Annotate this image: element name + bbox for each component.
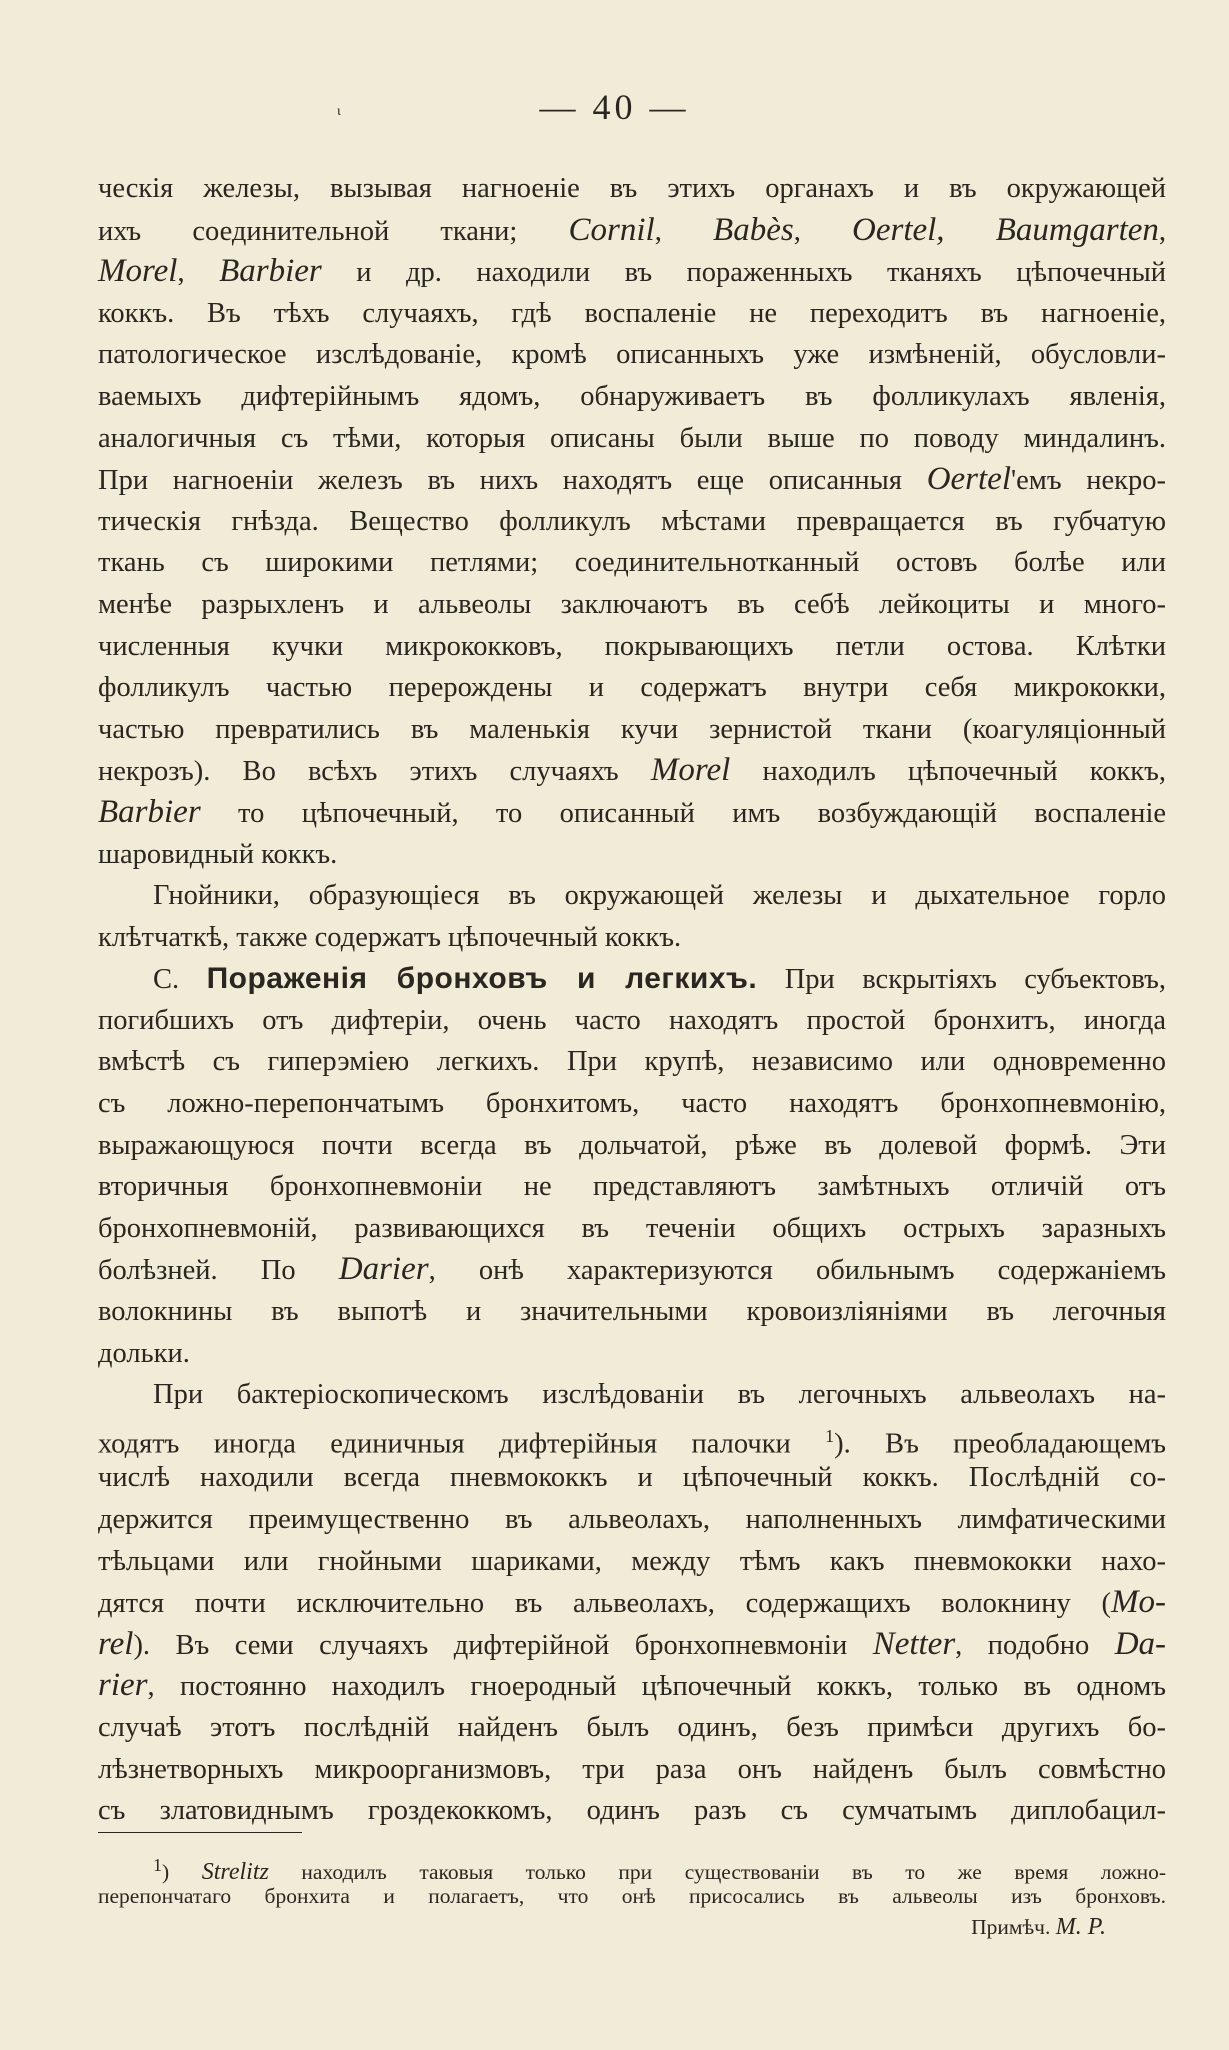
text-line [98, 709, 1166, 751]
text-line [98, 1208, 1166, 1250]
text-line [98, 1541, 1166, 1583]
footnote-divider [98, 1832, 302, 1833]
text-fragment: выражающуюся почти всегда въ дольчатой, рѣже въ долевой формѣ. Эти [98, 1129, 1166, 1161]
text-fragment: ) [162, 1860, 170, 1885]
text-fragment: ). Въ преобладающемъ [834, 1428, 1166, 1460]
text-fragment: перепончатаго бронхита и полагаетъ, что онѣ присосались въ альвеолы изъ бронховъ. [98, 1884, 1166, 1908]
text-line [98, 1457, 1166, 1499]
footnote-signature [98, 1912, 1166, 1943]
text-fragment: , [1158, 215, 1167, 247]
text-fragment: , [654, 215, 662, 247]
section-heading: Пораженія бронховъ и легкихъ. [206, 962, 758, 996]
author-name: Strelitz [201, 1859, 269, 1886]
text-fragment: съ златовиднымъ гроздекоккомъ, одинъ разъ съ сумчатымъ диплобацил- [98, 1795, 1166, 1827]
author-name: Da- [1114, 1625, 1167, 1662]
text-fragment: случаѣ этотъ послѣдній найденъ былъ одинъ, безъ примѣси другихъ бо- [98, 1711, 1166, 1743]
author-name: Morel [98, 253, 178, 290]
footnote-ref: 1 [825, 1425, 835, 1446]
author-name: Darier [338, 1251, 429, 1288]
text-line [98, 1166, 1166, 1208]
main-text [98, 168, 1166, 1832]
text-line [98, 917, 1166, 959]
text-line [98, 168, 1166, 210]
text-fragment: дольки. [98, 1337, 190, 1369]
text-fragment: лѣзнетворныхъ микроорганизмовъ, три раза онъ найденъ былъ совмѣстно [98, 1753, 1166, 1785]
text-fragment: и др. находили въ пораженныхъ тканяхъ цѣпочечный [356, 257, 1166, 289]
text-line [98, 750, 1166, 792]
text-line [98, 834, 1166, 876]
text-fragment: частью превратились въ маленькія кучи зернистой ткани (коагуляціонный [98, 713, 1166, 745]
text-line [98, 792, 1166, 834]
text-line [98, 376, 1166, 418]
text-line [98, 875, 1166, 917]
author-name: Netter [872, 1625, 956, 1662]
text-line [98, 542, 1166, 584]
text-fragment: , постоянно находилъ гноеродный цѣпочечный коккъ, только въ одномъ [147, 1671, 1166, 1703]
text-line [98, 1333, 1166, 1375]
text-line [98, 418, 1166, 460]
text-fragment: находилъ цѣпочечный коккъ, [762, 756, 1167, 788]
text-fragment: ихъ соединительной ткани; [98, 215, 518, 247]
text-fragment: Примѣч. [971, 1915, 1051, 1939]
text-line [98, 1790, 1166, 1832]
text-line [98, 1000, 1166, 1042]
text-fragment: ). Въ семи случаяхъ дифтерійной бронхопневмоніи [133, 1629, 848, 1661]
text-fragment: шаровидный коккъ. [98, 838, 338, 870]
author-name: Baumgarten [995, 211, 1159, 248]
text-fragment: бронхопневмоній, развивающихся въ теченіи общихъ острыхъ заразныхъ [98, 1212, 1166, 1244]
section-heading-line [98, 958, 1166, 1000]
text-fragment: , онѣ характеризуются обильнымъ содержаніемъ [428, 1255, 1166, 1287]
text-fragment: , подобно [955, 1629, 1090, 1661]
author-name: Barbier [98, 793, 201, 830]
text-line [98, 1665, 1166, 1707]
text-fragment: погибшихъ отъ дифтеріи, очень часто находятъ простой бронхитъ, иногда [98, 1004, 1166, 1036]
text-fragment: , [177, 257, 185, 289]
text-fragment: то цѣпочечный, то описанный имъ возбуждающій воспаленіе [238, 797, 1167, 829]
text-fragment: некрозъ). Во всѣхъ этихъ случаяхъ [98, 756, 619, 788]
text-fragment: коккъ. Въ тѣхъ случаяхъ, гдѣ воспаленіе не переходитъ въ нагноеніе, [98, 297, 1166, 329]
text-line [98, 1125, 1166, 1167]
text-fragment: , [793, 215, 801, 247]
author-name: rel [98, 1625, 134, 1662]
text-line [98, 1499, 1166, 1541]
text-line [98, 584, 1166, 626]
text-fragment: ткань съ широкими петлями; соединительнотканный остовъ болѣе или [98, 547, 1166, 579]
translator-initials: М. Р. [1055, 1914, 1106, 1940]
text-fragment: ходятъ иногда единичныя дифтерійныя палочки [98, 1428, 791, 1460]
author-name: Barbier [219, 253, 322, 290]
text-fragment: клѣтчаткѣ, также содержатъ цѣпочечный коккъ. [98, 921, 682, 953]
text-fragment: ваемыхъ дифтерійнымъ ядомъ, обнаруживаетъ въ фолликулахъ явленія, [98, 380, 1166, 412]
text-line [98, 1083, 1166, 1125]
text-fragment: тическія гнѣзда. Вещество фолликулъ мѣстами превращается въ губчатую [98, 505, 1166, 537]
text-line [98, 334, 1166, 376]
stray-print-mark: ι [337, 104, 341, 119]
author-name: rier [98, 1667, 148, 1704]
text-line [98, 210, 1166, 252]
text-line [98, 1582, 1166, 1624]
footnote-line [98, 1850, 1167, 1886]
text-fragment: фолликулъ частью перерождены и содержатъ внутри себя микрококки, [98, 672, 1166, 704]
author-name: Cornil [568, 211, 655, 248]
text-fragment: болѣзней. По [98, 1255, 296, 1287]
text-fragment: патологическое изслѣдованіе, кромѣ описанныхъ уже измѣненій, обусловли- [98, 339, 1166, 371]
text-fragment: численныя кучки микрококковъ, покрывающихъ петли остова. Клѣтки [98, 630, 1166, 662]
text-fragment: дятся почти исключительно въ альвеолахъ, содержащихъ волокнину ( [98, 1588, 1112, 1620]
text-line [98, 1416, 1166, 1458]
footnote [98, 1850, 1166, 1943]
text-fragment: съ ложно-перепончатымъ бронхитомъ, часто находятъ бронхопневмонію, [98, 1088, 1166, 1120]
text-line [98, 667, 1166, 709]
text-line [98, 251, 1166, 293]
text-line [98, 1707, 1166, 1749]
section-letter: С. [153, 964, 180, 996]
text-fragment: тѣльцами или гнойными шариками, между тѣмъ какъ пневмококки нахо- [98, 1545, 1166, 1577]
author-name: Mo- [1111, 1584, 1166, 1621]
author-name: Oertel, [852, 211, 945, 248]
text-line [98, 1624, 1166, 1666]
footnote-line [98, 1881, 1166, 1912]
text-line [98, 459, 1166, 501]
text-line [98, 293, 1166, 335]
text-fragment: находилъ таковыя только при существованіи въ то же время ложно- [301, 1860, 1167, 1885]
text-line [98, 1041, 1166, 1083]
text-fragment: волокнины въ выпотѣ и значительными кровоизліяніями въ легочныя [98, 1296, 1166, 1328]
text-fragment: вмѣстѣ съ гиперэміею легкихъ. При крупѣ, независимо или одновременно [98, 1046, 1166, 1078]
page-number: — 40 — [539, 87, 690, 127]
text-line [98, 1374, 1166, 1416]
text-line [98, 1249, 1166, 1291]
text-fragment: ческія железы, вызывая нагноеніе въ этихъ органахъ и въ окружающей [98, 173, 1166, 204]
author-name: Morel [650, 752, 731, 789]
text-fragment: При бактеріоскопическомъ изслѣдованіи въ легочныхъ альвеолахъ на- [153, 1379, 1166, 1411]
text-fragment: числѣ находили всегда пневмококкъ и цѣпочечный коккъ. Послѣдній со- [98, 1462, 1166, 1494]
text-fragment: 'емъ некро- [1011, 465, 1167, 497]
text-line [98, 626, 1166, 668]
text-fragment: держится преимущественно въ альвеолахъ, наполненныхъ лимфатическими [98, 1504, 1166, 1535]
author-name: Oertel [926, 461, 1011, 498]
text-fragment: вторичныя бронхопневмоніи не представляютъ замѣтныхъ отличій отъ [98, 1171, 1166, 1203]
footnote-marker: 1 [153, 1855, 162, 1875]
text-fragment: Гнойники, образующіеся въ окружающей железы и дыхательное горло [153, 880, 1166, 912]
text-fragment: менѣе разрыхленъ и альвеолы заключаютъ въ себѣ лейкоциты и много- [98, 588, 1166, 620]
text-fragment: аналогичныя съ тѣми, которыя описаны были выше по поводу миндалинъ. [98, 422, 1166, 454]
text-fragment: При нагноеніи железъ въ нихъ находятъ еще описанныя [98, 465, 902, 497]
text-fragment: При вскрытіяхъ субъектовъ, [784, 964, 1167, 996]
text-line [98, 1291, 1166, 1333]
author-name: Babès [713, 211, 794, 248]
text-line [98, 501, 1166, 543]
text-line [98, 1749, 1166, 1791]
